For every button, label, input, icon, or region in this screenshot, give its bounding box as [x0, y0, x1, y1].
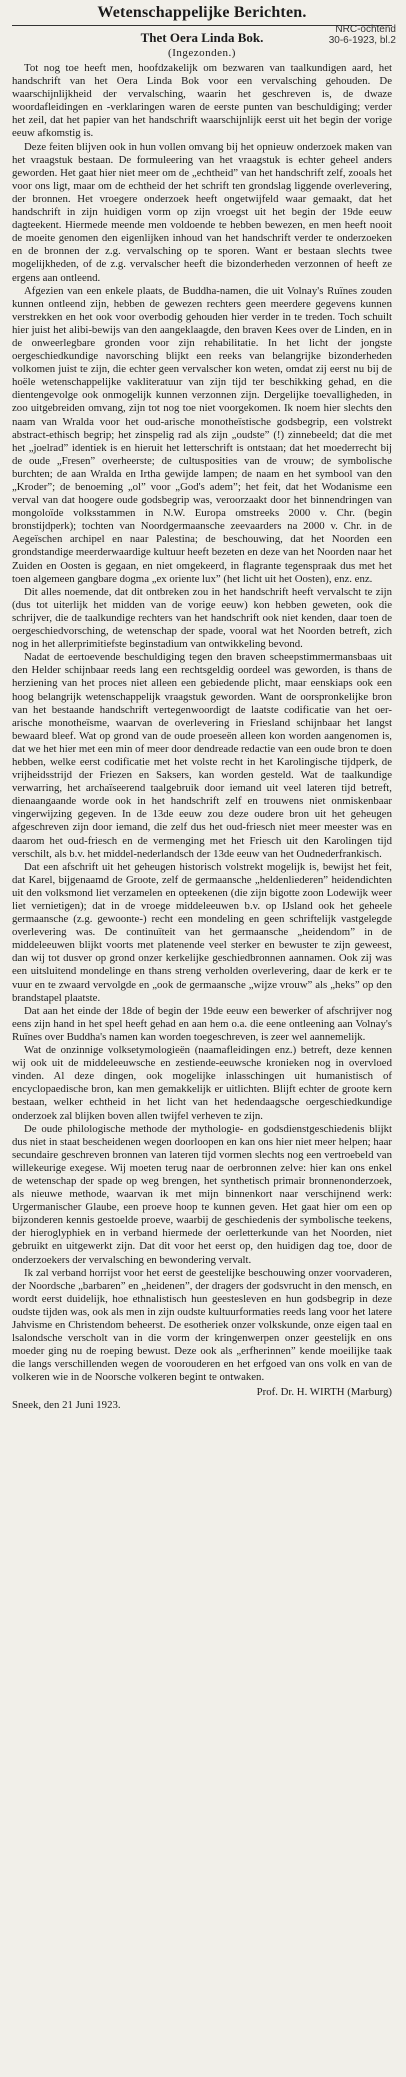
signature-block	[12, 1386, 392, 1412]
paragraph: Dat aan het einde der 18de of begin der 19de eeuw een bewerker of afschrijver nog eens zijn hand in het spel heeft gehad en aan hem o.a. die eene ontleening aan Volnay's Ruïnes over Buddha's namen kan worden toegeschreven, is zeer wel aannemelijk.	[12, 1004, 392, 1043]
paragraph: Tot nog toe heeft men, hoofdzakelijk om bezwaren van taalkundigen aard, het handschrift van het Oera Linda Bok voor een vervalsching gehouden. De waarschijnlijkheid der vervalsching, waarin het geschreven is, de dwaze woordafleidingen en -verklaringen waren de eerste punten van beschuldiging; verder het zeil, dat het papier van het handschrift waarschijnlijk eerst uit het begin der vorige eeuw afkomstig is.	[12, 62, 392, 140]
stamp-line-2: 30-6-1923, bl.2	[328, 35, 396, 46]
paragraph: De oude philologische methode der mythologie- en godsdienstgeschiedenis blijkt dus niet in staat bescheidenen wegen doorloopen en kan ons hier niet meer helpen; haar secundaire geschreven bronnen van lateren tijd vormen slechts nog een vertroebeld van willekeurige exegese. Wij moeten terug naar de oerbronnen zelve: hier kan ons enkel de wetenschap der spade op weg brengen, het synthetisch primair bronnenonderzoek, als nieuwe methode, waarvan ik met mijn binnenkort naar verschijnend werk: Urgermanischer Glaube, een proeve hoop te kunnen geven. Het gaat hier om een op bijzonderen kennis gestoelde proeve, waarbij de geschiedenis der symbolische teekens, der hieroglyphiek en in verband hiermede der oerletterkunde van het Noorden, niet gebruikt en uitgewerkt zijn. Dat dit voor het eerst op, den huidigen dag toe, door de onderzoekers der vervalsching en bewondering vervalt.	[12, 1122, 392, 1266]
stamp-line-1: NRC-ochtend	[335, 24, 396, 35]
section-header: Wetenschappelijke Berichten.	[97, 4, 307, 21]
author-name: Prof. Dr. H. WIRTH (Marburg)	[256, 1386, 392, 1399]
article-title: Thet Oera Linda Bok.	[140, 30, 264, 45]
paragraph: Dit alles noemende, dat dit ontbreken zou in het handschrift heeft vervalscht te zijn (dus tot uiterlijk het midden van de vorige eeuw) kon hebben geweten, ook die schrijver, die de taalkundige rechters van het handschrift ook niet kenden, daar toen de oergeschiedvorsching, de wetenschap der spade, vooral wat het Noorden betreft, zich nog in het allerprimitiefste beginstadium van ontwikkeling bevond.	[12, 585, 392, 651]
paragraph: Ik zal verband horrijst voor het eerst de geestelijke beschouwing onzer voorvaderen, der Noordsche „barbaren” en „heidenen”, der dragers der godsvrucht in den mensch, en wordt eerst duidelijk, hoe ethnalistisch hun geestesleven en hun godsbegrip in deze oudste tijden was, ook als men in zijn oudste kultuurformaties reeds lang voor het latere Jahvisme en Christendom beheerst. De esotheriek onzer volkskunde, onze eigen taal en lsalondsche verscholt van in die vorm der kringenwerpen onzer geestelijk en ons moeder ging nu de roeping bewust. Deze ook als „erfherinnen” kende moeilijke taak die langs verschillenden wegen de voorouderen en het erfgoed van ons volk en van de volkeren wie in de Noorsche volkeren begint te ontwaken.	[12, 1266, 392, 1384]
place-date: Sneek, den 21 Juni 1923.	[12, 1399, 121, 1412]
article-body	[12, 62, 392, 1384]
paragraph: Nadat de eertoevende beschuldiging tegen den braven scheepstimmermansbaas uit den Helder schijnbaar reeds lang een rechtsgeldig oordeel was geworden, is thans de herziening van het proces niet alleen een gebiedende plicht, maar eenskiaps ook een hoog belangrijk wetenschappelijk vraagstuk geworden. Want de oorspronkelijke bron van het bestaande handschrift vertegenwoordigt de laatste codificatie van het oer-arische monotheïsme, waarvan de overlevering in Friesland schijnbaar het langst bewaard bleef. Wat op grond van de oude proeseën alleen kon worden aangenomen is, dat we het hier met een min of meer door dendreade redactie van een oude bron te doen hebben, welke eerst codificatie met het volste recht in het Karolingische tijdperk, de vrijheidsstrijd der Friezen en Saksers, kan worden gesteld. Wat de taalkundige verwarring, het archaïseerend taalgebruik door iemand uit veel lateren tijd betreft, dienaangaande worde ook in het handschrift zelf en trouwens niet onmiskenbaar vingerwijzing gegeven. In de 13de eeuw zou deze oudere bron uit het geheugen afgeschreven zijn door iemand, die zelf dus het oud-friesch niet meer meester was en daarom het oud-friesch en de vermenging met het Friesch uit den Karolingen tijd verschilt, als b.v. het middel-nederlandsch der 13de eeuw van het Oudnederfrankisch.	[12, 651, 392, 860]
archive-stamp	[329, 24, 396, 46]
paragraph: Wat de onzinnige volksetymologieën (naamafleidingen enz.) betreft, deze kennen wij ook uit de middeleeuwsche en zestiende-eeuwsche kronieken nog in overvloed vinden. Al deze dingen, ook mogelijke inlasschingen uit humanistisch of encyclopaedische bron, kan men gemakkelijk er uitlichten. Blijft echter de groote kern bestaan, welker echtheid in het licht van het hedendaagsche oergeschiedkundige onderzoek zal blijken boven allen twijfel verheven te zijn.	[12, 1044, 392, 1122]
paragraph: Deze feiten blijven ook in hun vollen omvang bij het opnieuw onderzoek maken van het vraagstuk bestaan. De formuleering van het vraagstuk is echter geheel anders geworden. Het gaat hier niet meer om de „echtheid” van het handschrift zelf, zooals het voor ons ligt, maar om de echtheid der het schrift ten grondslag liggende overlevering, der bronnen. Het vroegere onderzoek heeft ongetwijfeld waar gemaakt, dat het handschrift in zijn huidigen vorm op zijn vroegst uit het begin der 19de eeuw dagteekent. Hiermede meende men voldoende te hebben bewezen, en men heeft nooit de moeite genomen den eigenlijken inhoud van het handschrift verder te onderzoeken en de bronnen der z.g. vervalsching op te sporen. Want er bestaan slechts twee mogelijkheden, of de z.g. vervalscher heeft die bizonderheden verzonnen of heeft ze ergens aan ontleend.	[12, 140, 392, 284]
paragraph: Dat een afschrift uit het geheugen historisch volstrekt mogelijk is, bewijst het feit, dat Karel, bijgenaamd de Groote, zelf de germaansche „heldenliederen” heidendichten uit den volksmond liet verzamelen en opteekenen (die zijn bigotte zoon Lodewijk weer liet vernietigen); dat in de vroege middeleeuwen b.v. op IJsland ook het geheele germaansche (z.g. gewoonte-) recht een mondeling en geen schriftelijk vastgelegde overlevering was. De continuïteit van het germaansche „heidendom” in de middeleeuwen blijkt voorts met platenende veel sterker en bewuster te zijn geweest, dan wij tot dusver op grond onzer kerkelijke geschiedbronnen aannamen. Ook zij was een uitsluitend mondelinge en thans streng verholden overlevering, daar de kerk er te vuur en te zwaard vervolgde en „ook de germaansche „wijze vrouw” als „heks” op den brandstapel plaatste.	[12, 860, 392, 1004]
paragraph: Afgezien van een enkele plaats, de Buddha-namen, die uit Volnay's Ruïnes zouden kunnen ontleend zijn, hebben de gewezen rechters geen meerdere gegevens kunnen verstrekken en het ook voor overbodig gehouden hier verder in te treden. Toch schuilt hier juist het alibi-bewijs van den aangeklaagde, den braven Kees over de Linden, en in de onweerlegbare gronden voor zijn rehabilitatie. In het licht der jongste oergeschiedkundige navorsching blijkt een reeks van belangrijke bizonderheden volkomen juist te zijn, die echter geen vervalscher kon weten, omdat zij eerst nu bij de hoële wetenschappelijke vakliteratuur van zijn tijd ter beschikking gehad, en die dientengevolge ook onmogelijk kunnen verzonnen zijn. Dergelijke toevalligheden, in zoo uitgebreiden omvang, zijn tot nog toe niet voorgekomen. Ik noem hier slechts den naam van Wralda voor het oud-arische monotheïstische godsbegrip, een volstrekt abstract-ethisch begrip; het zinspelig rad als zijn „oudste” (!) zinnebeeld; dat die met het „joelrad” identiek is en hieruit het letterschrift is ontstaan; dat het moederrecht bij de oude „Fresen” overheerste; de cultusposities van de vrouw; de symbolische burchten; de aan Wralda en Irtha gewijde lampen; de naam en het symbool van den „Kroder”; de benoeming „ol” voor „God's adem”; het feit, dat het Wodanisme een verval van dat hoogere oude godsbegrip was, veroorzaakt door het binnendringen van mongoloïde volksstammen in N.W. Europa omstreeks 2000 v. Chr. (begin bronstijdperk); tochten van Noordgermaansche zeevaarders na 2000 v. Chr. in de Aegeïschen archipel en naar Palestina; de beschouwing, dat het Noorden een grondstandige meerderwaardige kultuur heeft bezeten en deze van het Noorden naar het Zuiden en Oosten is gegaan, en niet omgekeerd, in flagrante tegenspraak dus met het toen algemeen gangbare dogma „ex oriente lux” (het licht uit het Oosten), enz. enz.	[12, 284, 392, 585]
article-subtitle: (Ingezonden.)	[168, 47, 236, 59]
